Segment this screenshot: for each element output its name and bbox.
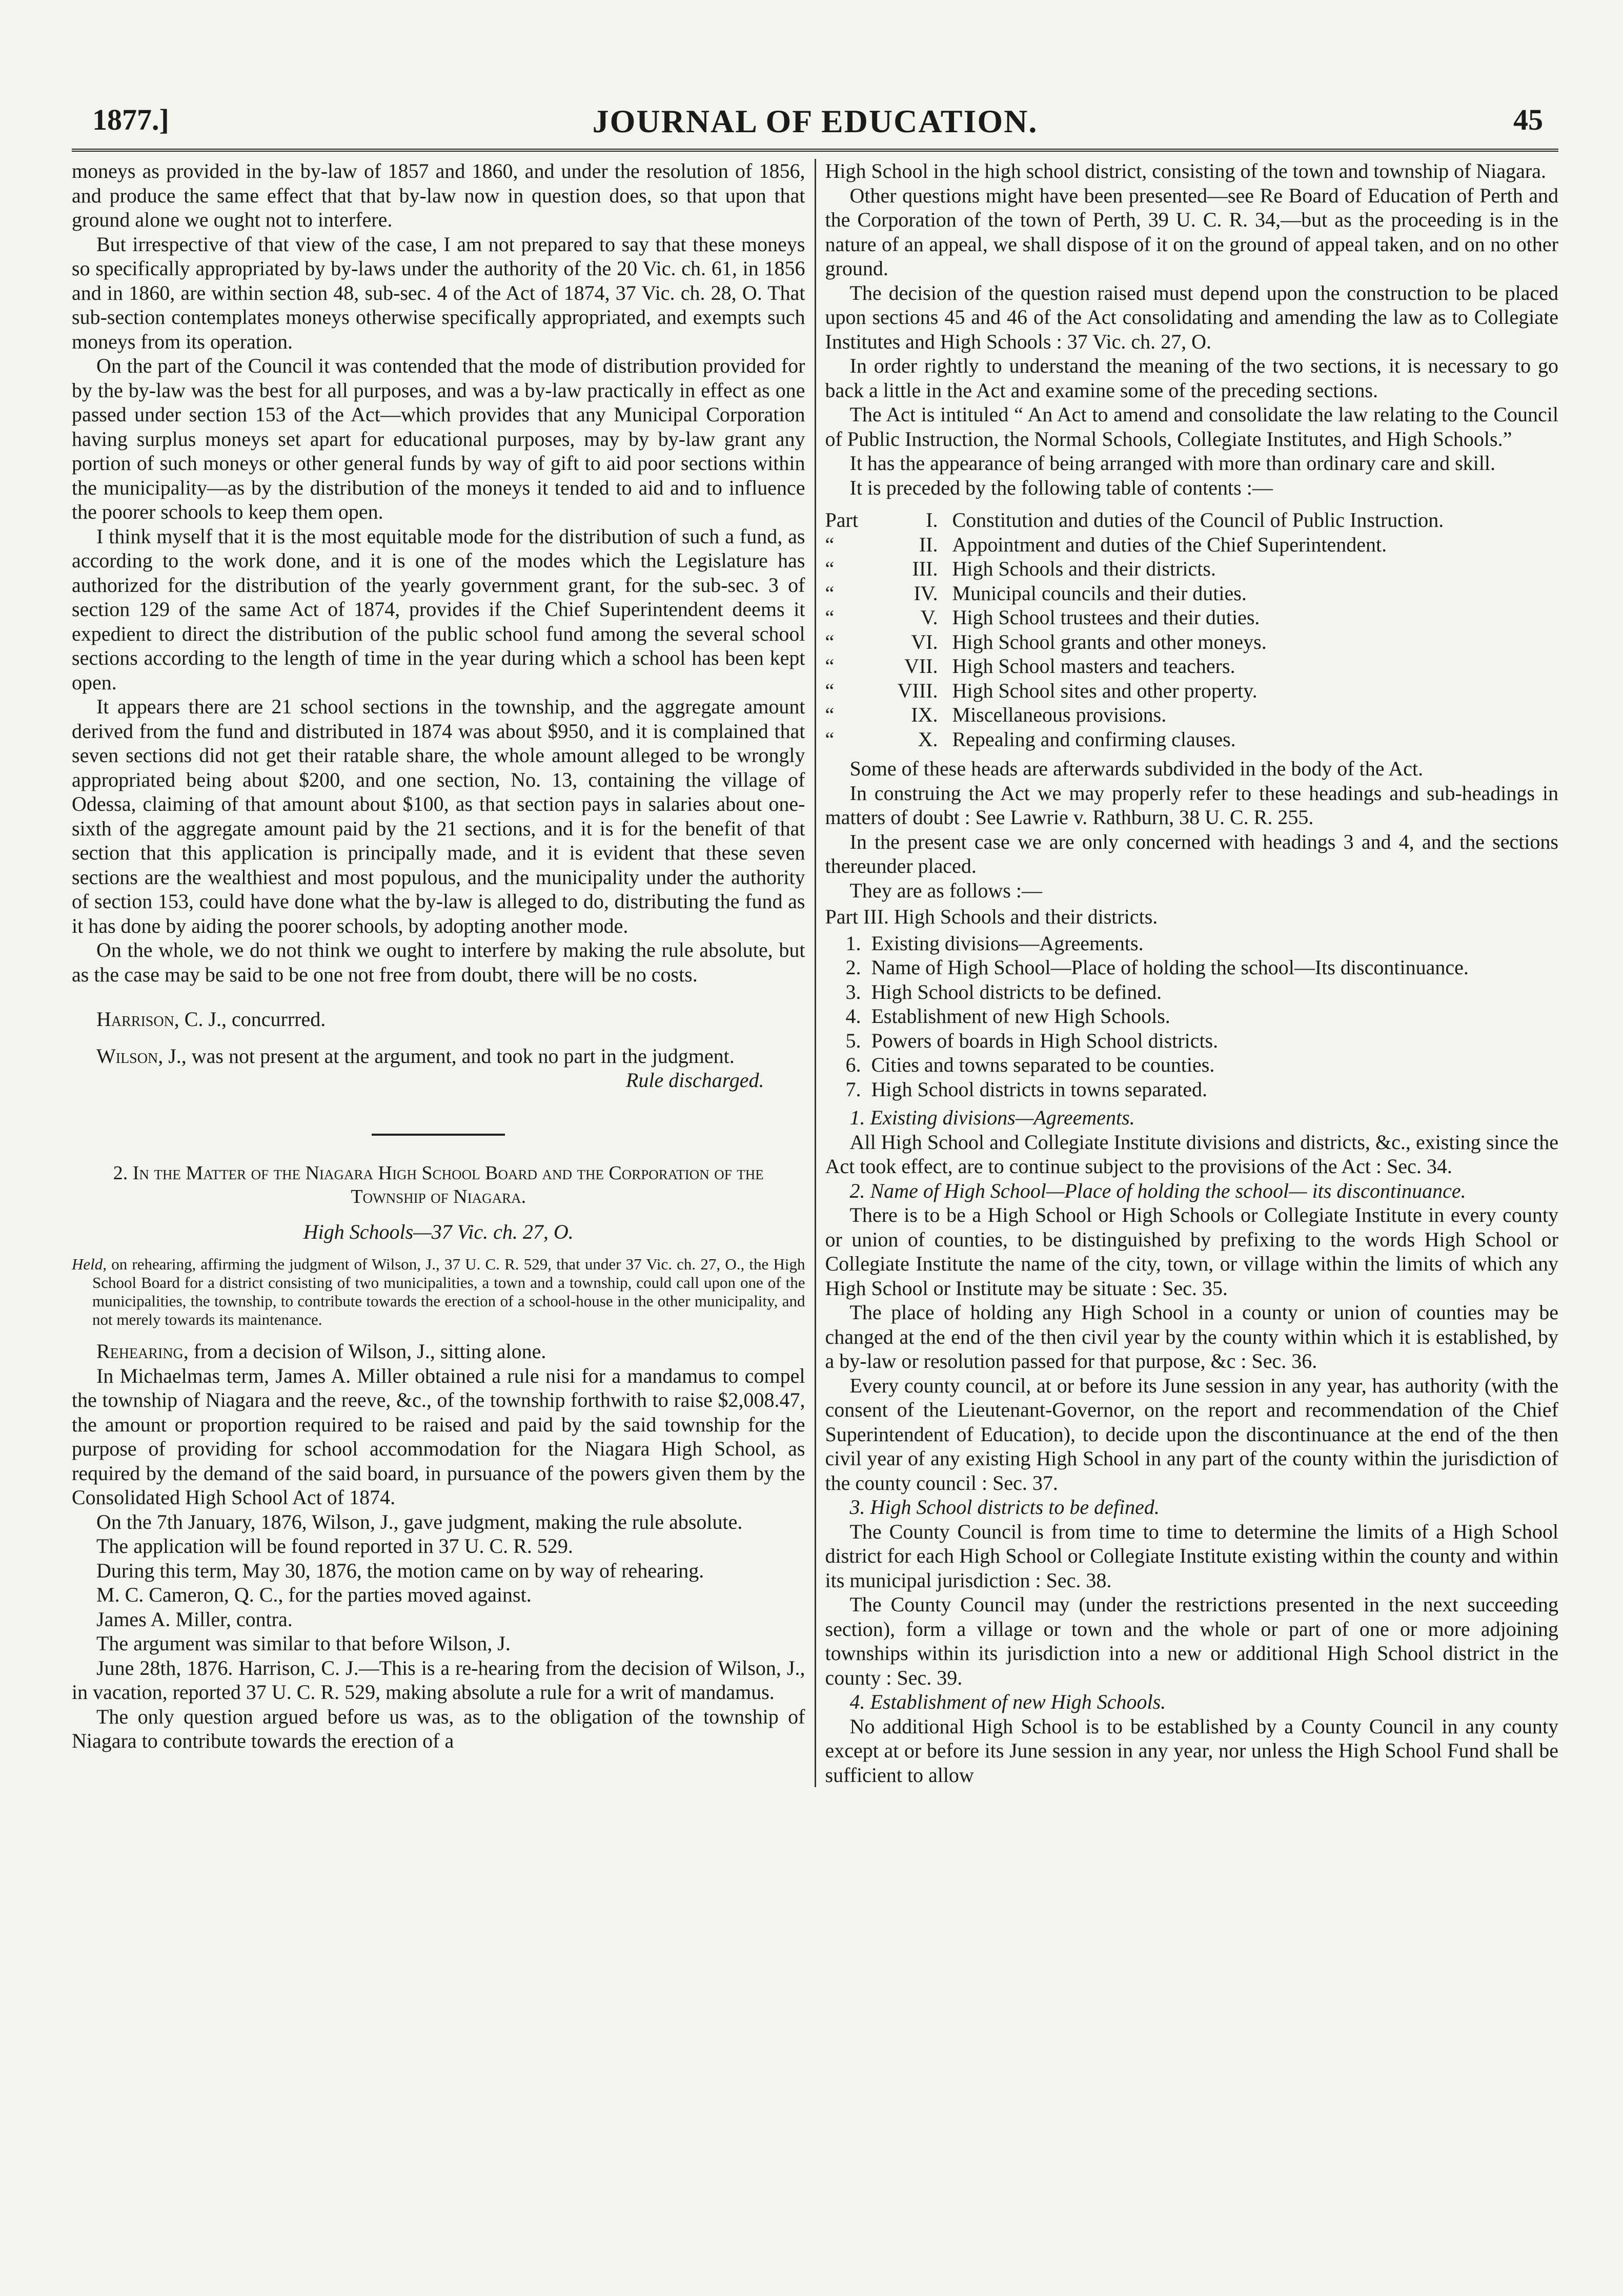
paragraph: On the whole, we do not think we ought to interfere by making the rule absolute, but as the case may be said to be one not free from doubt, there will be no costs. <box>72 938 805 986</box>
note-wilson <box>72 1044 805 1069</box>
paragraph: Some of these heads are afterwards subdivided in the body of the Act. <box>849 757 1424 780</box>
toc-row <box>825 581 1559 606</box>
header-title: JOURNAL OF EDUCATION. <box>592 103 1038 139</box>
list-item <box>846 931 1559 956</box>
paragraph: The argument was similar to that before Wilson, J. <box>96 1632 511 1655</box>
list-text: High School districts to be defined. <box>871 980 1162 1003</box>
toc-row <box>825 532 1559 557</box>
toc-text: High School grants and other moneys. <box>952 630 1267 653</box>
list-num: 3. <box>845 980 861 1003</box>
toc-num: VII. <box>904 654 938 678</box>
paragraph: I think myself that it is the most equitable mode for the distribution of such a fund, as according to the work done, and it is one of the modes which the Legislature has authorized for the distribution of the yearly government grant, for the sub-sec. 3 of section 129 of the same Act of 1874, provides if the Chief Superintendent deems it expedient to direct the distribution of the public school fund among the several school sections according to the length of time in the year during which a school has been kept open. <box>72 524 805 694</box>
list-num: 6. <box>845 1053 861 1076</box>
paragraph: But irrespective of that view of the case, I am not prepared to say that these moneys so specifically appropriated by by-laws under the authority of the 20 Vic. ch. 61, in 1856 and in 1860, are within section 48, sub-sec. 4 of the Act of 1874, 37 Vic. ch. 28, O. That sub-section contemplates moneys otherwise specifically appropriated, and exempts such moneys from its operation. <box>72 232 805 353</box>
journal-page <box>72 0 1558 2296</box>
toc-num: VIII. <box>897 679 938 702</box>
toc-part: “ <box>825 727 835 751</box>
headings-list <box>846 931 1559 1102</box>
rehearing-para <box>72 1339 805 1364</box>
table-of-contents <box>825 508 1559 751</box>
toc-num: III. <box>912 557 938 580</box>
toc-part: “ <box>825 532 835 556</box>
toc-row <box>825 605 1559 630</box>
toc-text: Appointment and duties of the Chief Superintendent. <box>952 532 1387 556</box>
list-text: Establishment of new High Schools. <box>871 1004 1170 1028</box>
paragraph: Other questions might have been presented—see Re Board of Education of Perth and the Corporation of the town of Perth, 39 U. C. R. 34,—but as the proceeding is in the nature of an appeal, we shall dispose of it on the ground of appeal taken, and on no other ground. <box>825 183 1558 280</box>
page-header <box>72 92 1558 152</box>
list-item <box>846 980 1559 1004</box>
paragraph: It has the appearance of being arranged with more than ordinary care and skill. <box>849 452 1495 475</box>
toc-num: IX. <box>911 703 938 726</box>
list-item <box>846 955 1559 980</box>
note-text: was not present at the argument, and took no part in the judgment. <box>186 1044 735 1068</box>
toc-num: II. <box>919 532 938 556</box>
list-num: 4. <box>845 1004 861 1028</box>
toc-num: VI. <box>911 630 938 653</box>
list-text: Existing divisions—Agreements. <box>871 931 1144 955</box>
concurrence-text: concurrred. <box>227 1008 326 1031</box>
paragraph: The County Council is from time to time to determine the limits of a High School district for each High School or Collegiate Institute existing within the county and within its municipal jurisdiction : Sec. 38. <box>825 1520 1558 1592</box>
paragraph: Every county council, at or before its June session in any year, has authority (with the consent of the Lieutenant-Governor, on the report and recommendation of the Chief Superintendent of Education), to decide upon the discontinuance at the end of the then civil year of any existing High School in any part of the county within the jurisdiction of the county council : Sec. 37. <box>825 1373 1558 1494</box>
toc-text: High School masters and teachers. <box>952 654 1235 678</box>
rehearing-text: from a decision of Wilson, J., sitting alone. <box>188 1340 546 1363</box>
list-num: 7. <box>845 1077 861 1101</box>
toc-row <box>825 630 1559 654</box>
paragraph: The place of holding any High School in a county or union of counties may be changed at the end of the then civil year by the county within which it is established, by a by-law or resolution passed for that purpose, &c : Sec. 36. <box>825 1301 1558 1372</box>
toc-part: “ <box>825 630 835 653</box>
toc-part: “ <box>825 606 835 629</box>
paragraph: moneys as provided in the by-law of 1857 and 1860, and under the resolution of 1856, and produce the same effect that that by-law now in question does, so that upon that ground alone we ought not to interfere. <box>72 159 805 231</box>
toc-row <box>825 508 1559 532</box>
left-column <box>72 159 815 1787</box>
concurrence-harrison <box>72 1007 805 1032</box>
paragraph: The Act is intituled “ An Act to amend and consolidate the law relating to the Council of Public Instruction, the Normal Schools, Collegiate Institutes, and High Schools.” <box>825 403 1558 450</box>
paragraph: In construing the Act we may properly refer to these headings and sub-headings in matters of doubt : See Lawrie v. Rathburn, 38 U. C. R. 255. <box>825 781 1558 829</box>
toc-text: Municipal councils and their duties. <box>952 581 1247 605</box>
paragraph: On the part of the Council it was contended that the mode of distribution provided for by the by-law was the best for all purposes, and was a by-law practically in effect as one passed under section 153 of the Act—which provides that any Municipal Corporation having surplus moneys set apart for educational purposes, may by by-law grant any portion of such moneys or other general funds by way of gift to aid poor sections within the municipality—as by the distribution of the moneys it tended to aid and to influence the poorer schools to keep them open. <box>72 354 805 523</box>
toc-text: High Schools and their districts. <box>952 557 1216 580</box>
case-topic: High Schools—37 Vic. ch. 27, O. <box>303 1220 574 1243</box>
paragraph: It is preceded by the following table of contents :— <box>849 476 1273 499</box>
toc-num: X. <box>918 727 938 751</box>
toc-row <box>825 654 1559 679</box>
list-text: Cities and towns separated to be counties. <box>871 1053 1215 1076</box>
toc-num: I. <box>926 508 938 531</box>
paragraph: They are as follows :— <box>849 878 1042 902</box>
paragraph: All High School and Collegiate Institute divisions and districts, &c., existing since the Act took effect, are to continue subject to the provisions of the Act : Sec. 34. <box>825 1130 1558 1178</box>
list-num: 2. <box>845 956 861 979</box>
toc-part: “ <box>825 557 835 580</box>
toc-num: V. <box>920 606 938 629</box>
toc-row <box>825 557 1559 581</box>
toc-num: IV. <box>914 581 938 605</box>
toc-row <box>825 727 1559 752</box>
paragraph: There is to be a High School or High Schools or Collegiate Institute in every county or union of counties, to be distinguished by prefixing to the words High School or Collegiate Institute the name of the city, town, or village within the limits of which any High School or Institute may be situate : Sec. 35. <box>825 1203 1558 1300</box>
paragraph: The decision of the question raised must depend upon the construction to be placed upon sections 45 and 46 of the Act consolidating and amending the law as to Collegiate Institutes and High Schools : 37 Vic. ch. 27, O. <box>825 281 1558 353</box>
paragraph: The application will be found reported in 37 U. C. R. 529. <box>96 1534 573 1557</box>
toc-text: Repealing and confirming clauses. <box>952 727 1236 751</box>
paragraph: The County Council may (under the restrictions presented in the next succeeding section), form a village or town and the whole or part of one or more adjoining townships within its jurisdiction into a new or additional High School district in the county : Sec. 39. <box>825 1593 1558 1689</box>
list-text: Name of High School—Place of holding the school—Its discontinuance. <box>871 956 1469 979</box>
paragraph: On the 7th January, 1876, Wilson, J., gave judgment, making the rule absolute. <box>96 1510 743 1533</box>
rehearing-lead: Rehearing, <box>96 1340 189 1363</box>
paragraph: The only question argued before us was, as to the obligation of the township of Niagara to contribute towards the erection of a <box>72 1705 805 1752</box>
paragraph: No additional High School is to be established by a County Council in any county except at or before its June session in any year, nor unless the High School Fund shall be sufficient to allow <box>825 1714 1558 1787</box>
paragraph: It appears there are 21 school sections in the township, and the aggregate amount derived from the fund and distributed in 1874 was about $950, and it is complained that seven sections did not get their ratable share, the whole amount alleged to be wrongly appropriated being about $200, and one section, No. 13, containing the village of Odessa, claiming of that amount about $100, as that section pays in salaries about one-sixth of the aggregate amount paid by the 21 sections, and it is for the benefit of that section that this application is principally made, and it is evident that these seven sections are the wealthiest and most populous, and the municipality under the authority of section 153, could have done what the by-law is alleged to do, distributing the fund as it has done by aiding the poorer schools, by adopting another mode. <box>72 695 805 937</box>
toc-part: “ <box>825 679 835 702</box>
toc-row <box>825 679 1559 703</box>
right-column <box>815 159 1559 1787</box>
case-title: 2. In the Matter of the Niagara High School Board and the Corporation of the Township of Niagara. <box>113 1162 764 1207</box>
paragraph: In the present case we are only concerned with headings 3 and 4, and the sections thereunder placed. <box>825 830 1558 877</box>
list-num: 5. <box>845 1029 861 1052</box>
paragraph: In order rightly to understand the meaning of the two sections, it is necessary to go back a little in the Act and examine some of the preceding sections. <box>825 354 1558 402</box>
judge-name: Wilson, J., <box>96 1044 187 1068</box>
toc-text: Miscellaneous provisions. <box>952 703 1167 726</box>
section-divider <box>372 1134 505 1136</box>
toc-part: Part <box>825 508 858 531</box>
counsel-line: James A. Miller, contra. <box>96 1607 293 1631</box>
list-text: High School districts in towns separated. <box>871 1077 1207 1101</box>
list-item <box>846 1004 1559 1029</box>
list-text: Powers of boards in High School districts. <box>871 1029 1219 1052</box>
headnote-held: Held, <box>72 1255 107 1273</box>
paragraph: In Michaelmas term, James A. Miller obtained a rule nisi for a mandamus to compel the township of Niagara and the reeve, &c., of the township forthwith to raise $2,008.47, the amount or proportion required to be raised and paid by the said township for the purpose of providing for school accommodation for the Niagara High School, as required by the demand of the said board, in pursuance of the powers given them by the Consolidated High School Act of 1874. <box>72 1364 805 1509</box>
list-item <box>846 1077 1559 1102</box>
subheading: 3. High School districts to be defined. <box>849 1495 1160 1519</box>
subheading: 2. Name of High School—Place of holding the school— its discontinuance. <box>849 1179 1466 1202</box>
toc-part: “ <box>825 703 835 726</box>
paragraph: High School in the high school district, consisting of the town and township of Niagara. <box>825 159 1546 182</box>
counsel-line: M. C. Cameron, Q. C., for the parties moved against. <box>96 1583 532 1606</box>
list-item <box>846 1029 1559 1053</box>
page-number: 45 <box>1513 103 1543 136</box>
headnote-text: on rehearing, affirming the judgment of Wilson, J., 37 U. C. R. 529, that under 37 Vic. ch. 27, O., the High School Board for a district consisting of two municipalities, a town and a township, could call upon one of the municipalities, the township, to contribute towards the erection of a school-house in the other municipality, and not merely towards its maintenance. <box>92 1255 805 1328</box>
subheading: 1. Existing divisions—Agreements. <box>849 1106 1135 1129</box>
part-heading: Part III. High Schools and their districts. <box>825 905 1158 928</box>
toc-text: High School sites and other property. <box>952 679 1257 702</box>
list-item <box>846 1053 1559 1077</box>
toc-text: Constitution and duties of the Council of Public Instruction. <box>952 508 1444 531</box>
header-year: 1877.] <box>92 103 169 136</box>
paragraph: June 28th, 1876. Harrison, C. J.—This is a re-hearing from the decision of Wilson, J., in vacation, reported 37 U. C. R. 529, making absolute a rule for a writ of mandamus. <box>72 1656 805 1704</box>
judge-name: Harrison, C. J., <box>96 1008 227 1031</box>
headnote <box>72 1255 805 1329</box>
rule-discharged: Rule discharged. <box>625 1069 764 1092</box>
subheading: 4. Establishment of new High Schools. <box>849 1690 1166 1713</box>
toc-part: “ <box>825 581 835 605</box>
toc-text: High School trustees and their duties. <box>952 606 1260 629</box>
two-column-body <box>72 159 1558 1787</box>
paragraph: During this term, May 30, 1876, the motion came on by way of rehearing. <box>96 1559 704 1582</box>
toc-row <box>825 703 1559 727</box>
toc-part: “ <box>825 654 835 678</box>
list-num: 1. <box>845 931 861 955</box>
